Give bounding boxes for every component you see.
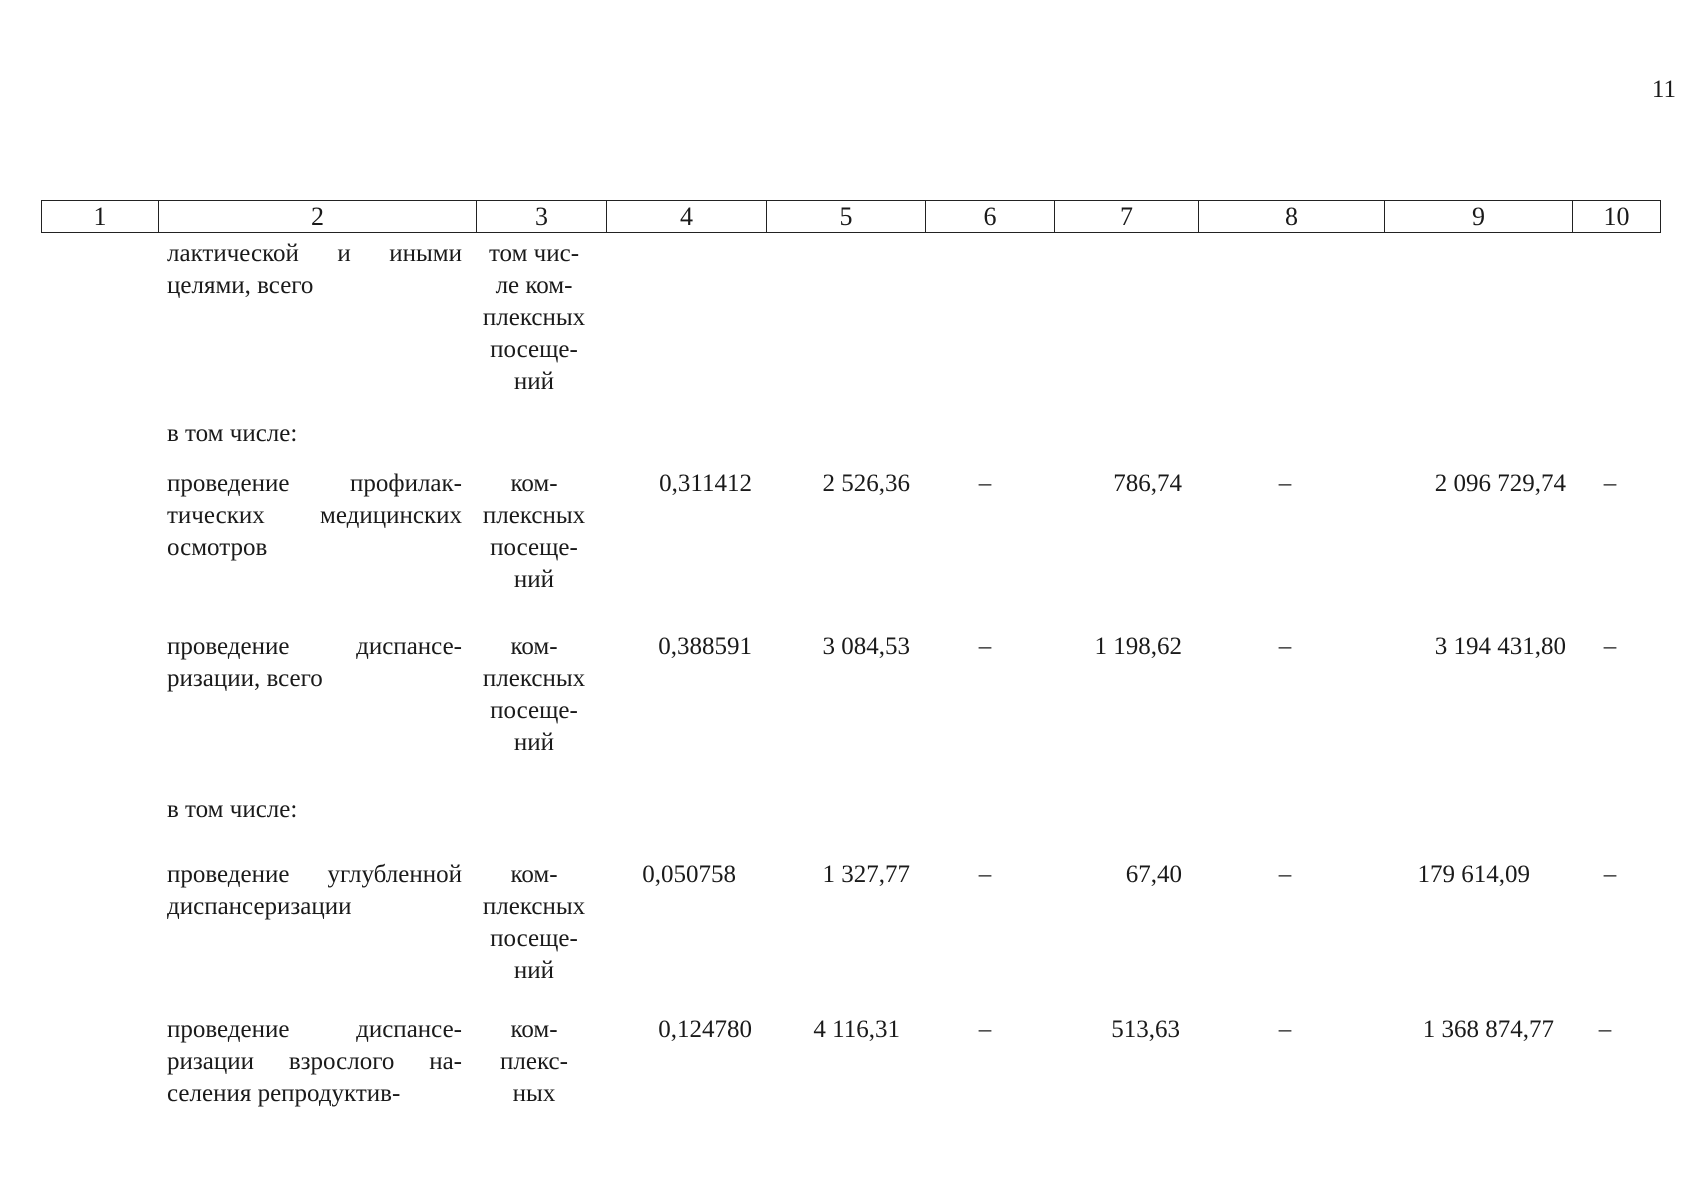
unit-line: плексных bbox=[482, 304, 586, 331]
row-name: проведение диспансеризации взрослого населения репродуктив- bbox=[167, 1016, 462, 1107]
unit-line: ком- bbox=[510, 1016, 558, 1043]
header-row bbox=[42, 201, 1661, 233]
cell-col-8: – bbox=[1278, 470, 1292, 497]
row-name: проведение углубленной диспансеризации bbox=[167, 861, 462, 920]
cell-col-4: 0,311412 bbox=[659, 470, 752, 497]
unit-line: ний bbox=[513, 957, 555, 984]
unit-line: ний bbox=[513, 368, 555, 395]
cell-col-7: 1 198,62 bbox=[1094, 633, 1182, 660]
page-number: 11 bbox=[1651, 76, 1676, 103]
cell-col-6: – bbox=[978, 1016, 992, 1043]
unit-line: ком- bbox=[510, 861, 558, 888]
cell-col-8: – bbox=[1278, 633, 1292, 660]
cell-col-5: 1 327,77 bbox=[822, 861, 910, 888]
cell-col-6: – bbox=[978, 861, 992, 888]
cell-col-10: – bbox=[1598, 1016, 1612, 1043]
subheading-including: в том числе: bbox=[167, 796, 298, 823]
cell-col-7: 513,63 bbox=[1111, 1016, 1180, 1043]
row-name: лактической и иными целями, всего bbox=[167, 240, 462, 299]
header-col-6: 6 bbox=[926, 201, 1055, 233]
cell-col-10: – bbox=[1603, 861, 1617, 888]
header-col-9: 9 bbox=[1385, 201, 1573, 233]
unit-line: ний bbox=[513, 729, 555, 756]
cell-col-4: 0,050758 bbox=[642, 861, 736, 888]
cell-col-6: – bbox=[978, 633, 992, 660]
cell-col-8: – bbox=[1278, 861, 1292, 888]
header-col-4: 4 bbox=[607, 201, 767, 233]
unit-line: посеще- bbox=[490, 697, 578, 724]
header-col-10: 10 bbox=[1573, 201, 1661, 233]
header-col-2: 2 bbox=[159, 201, 477, 233]
header-col-8: 8 bbox=[1199, 201, 1385, 233]
unit-line: плексных bbox=[482, 893, 586, 920]
subheading-including: в том числе: bbox=[167, 420, 298, 447]
cell-col-6: – bbox=[978, 470, 992, 497]
column-number-header bbox=[41, 200, 1661, 233]
cell-col-10: – bbox=[1603, 470, 1617, 497]
cell-col-9: 179 614,09 bbox=[1417, 861, 1530, 888]
unit-line: ком- bbox=[510, 470, 558, 497]
cell-col-9: 3 194 431,80 bbox=[1434, 633, 1566, 660]
unit-line: плексных bbox=[482, 665, 586, 692]
unit-line: том чис- bbox=[488, 240, 580, 267]
cell-col-7: 786,74 bbox=[1113, 470, 1182, 497]
cell-col-9: 1 368 874,77 bbox=[1422, 1016, 1554, 1043]
cell-col-8: – bbox=[1278, 1016, 1292, 1043]
row-unit bbox=[474, 631, 594, 759]
cell-col-4: 0,388591 bbox=[658, 633, 752, 660]
unit-line: посеще- bbox=[490, 925, 578, 952]
unit-line: ком- bbox=[510, 633, 558, 660]
cell-col-5: 4 116,31 bbox=[813, 1016, 900, 1043]
header-col-3: 3 bbox=[477, 201, 607, 233]
row-unit bbox=[474, 1014, 594, 1110]
cell-col-10: – bbox=[1603, 633, 1617, 660]
row-unit bbox=[474, 238, 594, 398]
cell-col-7: 67,40 bbox=[1125, 861, 1182, 888]
unit-line: ний bbox=[513, 566, 555, 593]
header-col-1: 1 bbox=[42, 201, 159, 233]
cell-col-4: 0,124780 bbox=[658, 1016, 752, 1043]
row-unit bbox=[474, 468, 594, 596]
cell-col-5: 2 526,36 bbox=[822, 470, 910, 497]
unit-line: посеще- bbox=[490, 336, 578, 363]
row-name: проведение диспансеризации, всего bbox=[167, 633, 462, 692]
cell-col-5: 3 084,53 bbox=[822, 633, 910, 660]
row-unit bbox=[474, 859, 594, 987]
unit-line: ле ком- bbox=[495, 272, 573, 299]
header-col-5: 5 bbox=[767, 201, 926, 233]
cell-col-9: 2 096 729,74 bbox=[1434, 470, 1566, 497]
unit-line: посеще- bbox=[490, 534, 578, 561]
unit-line: плексных bbox=[482, 502, 586, 529]
unit-line: ных bbox=[512, 1080, 556, 1107]
header-col-7: 7 bbox=[1055, 201, 1199, 233]
row-name: проведение профилактических медицинских осмотров bbox=[167, 470, 462, 561]
unit-line: плекс- bbox=[500, 1048, 568, 1075]
